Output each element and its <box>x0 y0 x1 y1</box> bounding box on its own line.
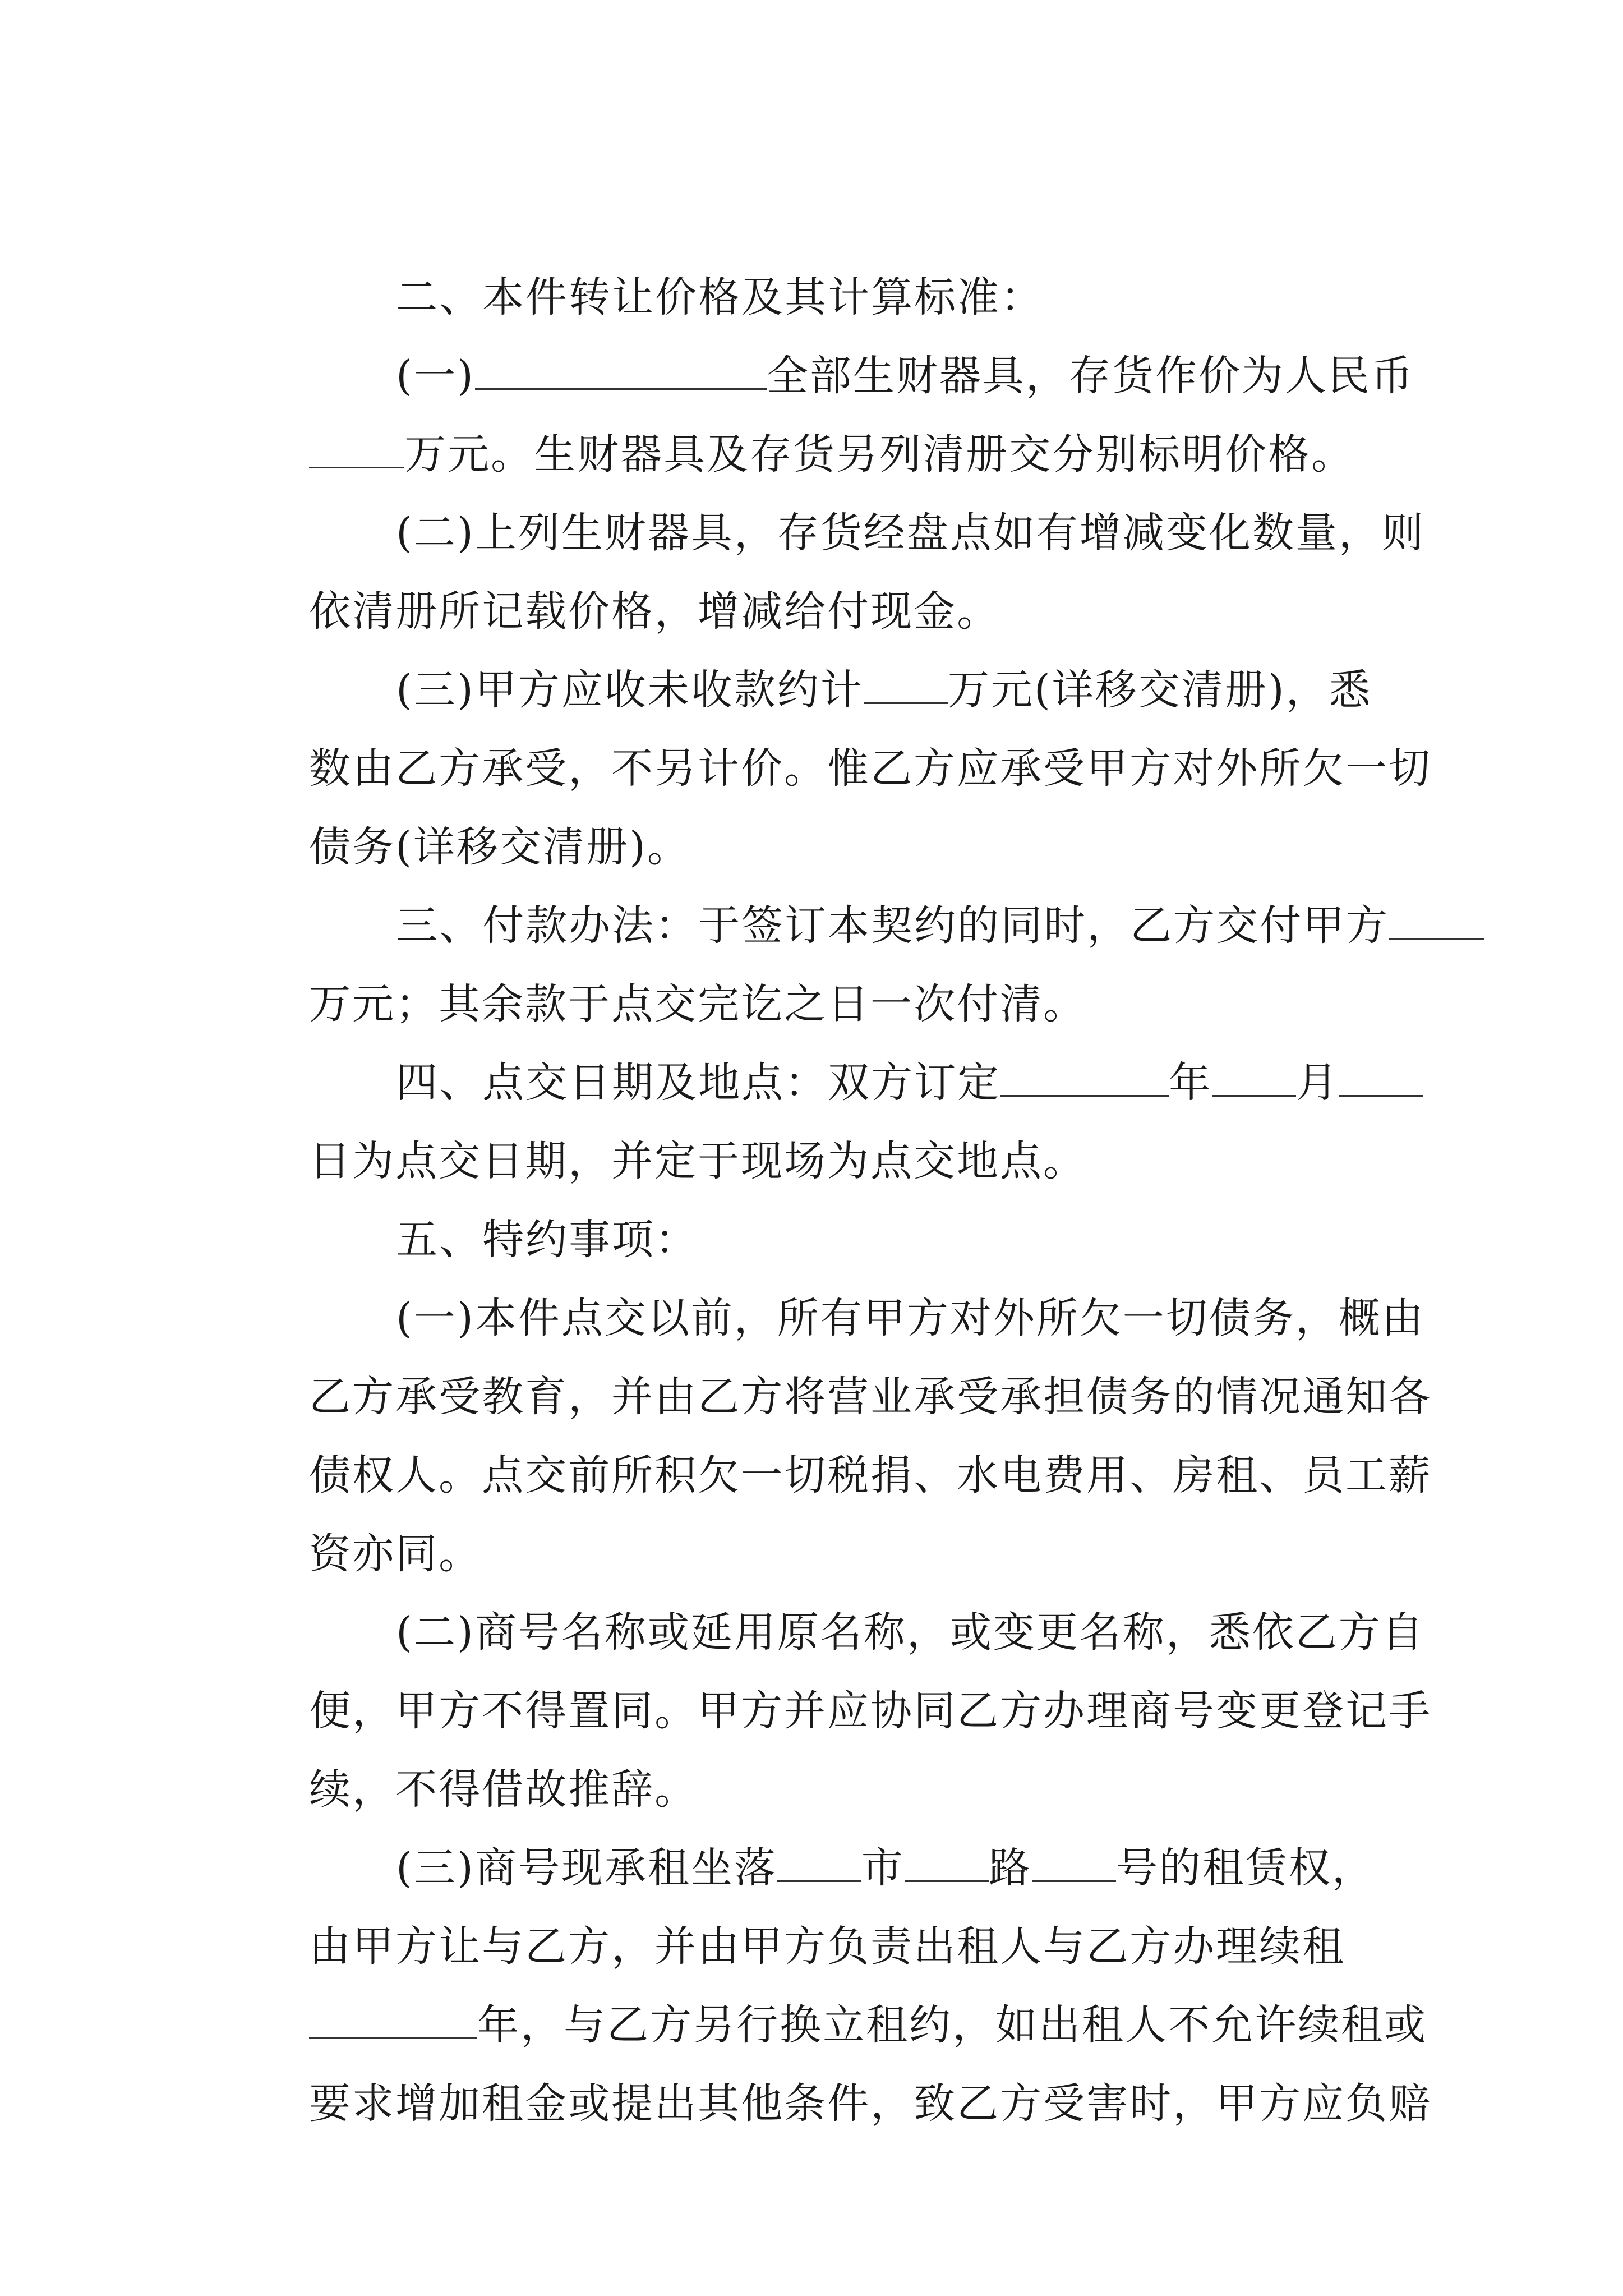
text: 五、特约事项： <box>396 1216 699 1264</box>
text: 年 <box>1169 1059 1212 1107</box>
fill-blank[interactable] <box>1212 1056 1296 1097</box>
text: 要求增加租金或提出其他条件，致乙方受害时，甲方应负赔 <box>309 2079 1432 2128</box>
text: (三)商号现承租坐落 <box>396 1844 777 1892</box>
text: 依清册所记载价格，增减给付现金。 <box>309 587 1000 636</box>
fill-blank[interactable] <box>1389 899 1484 940</box>
text: (二)商号名称或延用原名称，或变更名称，悉依乙方自 <box>396 1608 1425 1657</box>
fill-blank[interactable] <box>1339 1056 1423 1097</box>
text: 日为点交日期，并定于现场为点交地点。 <box>309 1137 1087 1185</box>
text: 万元。生财器具及存货另列清册交分别标明价格。 <box>404 430 1355 478</box>
text: 全部生财器具，存货作价为人民币 <box>766 352 1414 400</box>
text: 月 <box>1296 1059 1340 1107</box>
text: 便，甲方不得置同。甲方并应协同乙方办理商号变更登记手 <box>309 1687 1432 1735</box>
text: 年，与乙方另行换立租约，如出租人不允许续租或 <box>477 2001 1428 2049</box>
text: (一) <box>396 352 475 400</box>
text: 市 <box>861 1844 905 1892</box>
text: 资亦同。 <box>309 1530 482 1578</box>
text: 续，不得借故推辞。 <box>309 1765 698 1814</box>
text: 万元(详移交清册)，悉 <box>947 666 1372 714</box>
text: 二、本件转让价格及其计算标准： <box>396 273 1044 321</box>
text: (一)本件点交以前，所有甲方对外所欠一切债务，概由 <box>396 1294 1425 1342</box>
text: 号的租赁权， <box>1115 1844 1375 1892</box>
text: (三)甲方应收未收款约计 <box>396 666 864 714</box>
text: (二)上列生财器具，存货经盘点如有增减变化数量，则 <box>396 509 1425 557</box>
text: 四、点交日期及地点：双方订定 <box>396 1059 1001 1107</box>
text: 数由乙方承受，不另计价。惟乙方应承受甲方对外所欠一切 <box>309 744 1432 793</box>
text: 由甲方让与乙方，并由甲方负责出租人与乙方办理续租 <box>309 1922 1346 1971</box>
text: 债权人。点交前所积欠一切税捐、水电费用、房租、员工薪 <box>309 1451 1432 1499</box>
text: 债务(详移交清册)。 <box>309 823 690 871</box>
text: 三、付款办法：于签订本契约的同时，乙方交付甲方 <box>396 901 1390 950</box>
text: 万元；其余款于点交完讫之日一次付清。 <box>309 980 1087 1028</box>
text: 乙方承受教育，并由乙方将营业承受承担债务的情况通知各 <box>309 1373 1432 1421</box>
text: 路 <box>988 1844 1032 1892</box>
paragraph-line <box>250 2019 1432 2188</box>
